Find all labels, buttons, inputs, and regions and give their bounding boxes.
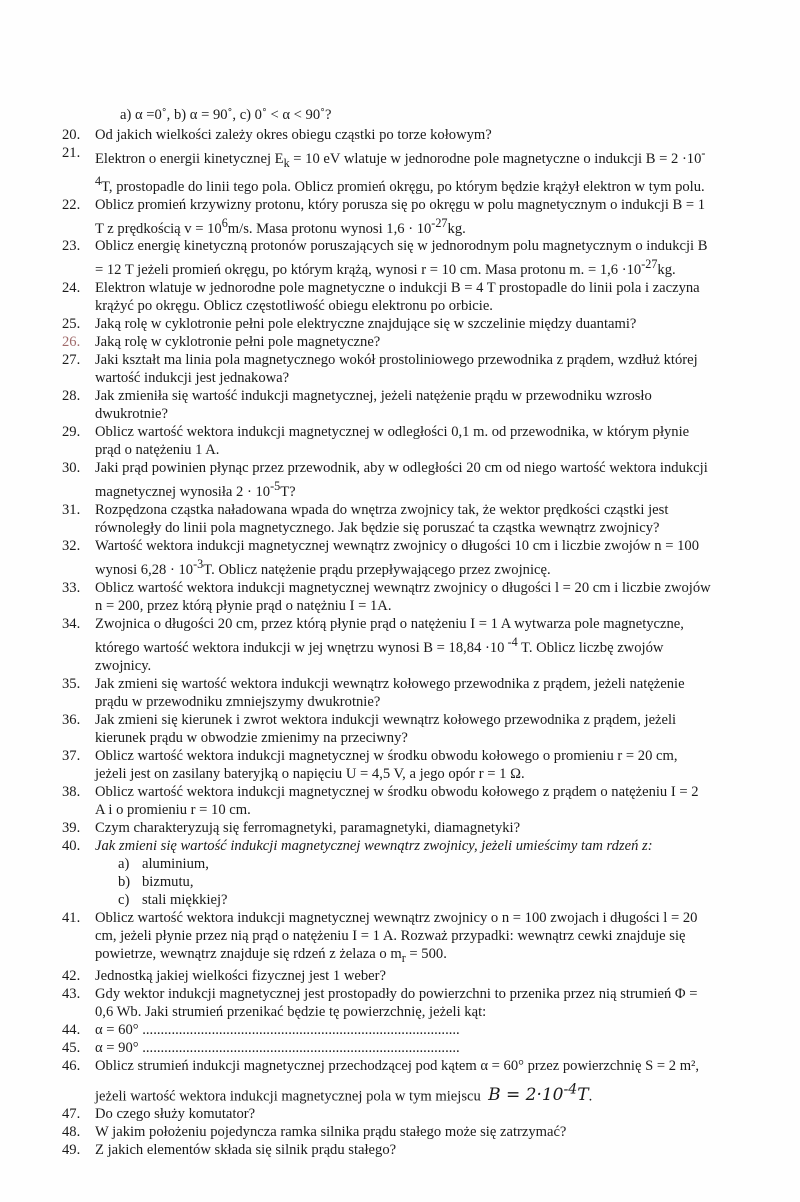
question-number: 45. [62,1039,81,1056]
handwritten-formula: $B = 2\cdot 10^{-4}T$ [488,1081,589,1106]
question-text: Jaki kształt ma linia pola magnetycznego wokół prostoliniowego przewodnika z prądem, wzdłuż której [95,352,698,369]
question-number: 21. [62,145,81,161]
question-44 [62,1021,774,1039]
question-number: 44. [62,1021,81,1038]
question-38 [62,783,774,819]
question-number: 22. [62,196,81,213]
question-number: 40. [62,837,81,854]
question-text: jeżeli jest on zasilany bateryjką o napięciu U = 4,5 V, a jego opór r = 1 Ω. [95,765,525,782]
question-29 [62,423,774,459]
question-number: 33. [62,580,81,597]
question-27 [62,351,774,387]
question-number: 25. [62,316,81,333]
question-40 [62,837,774,855]
option-a: a) aluminium, [118,855,209,872]
question-text: wynosi $6,28 \cdot 10^{-3}T$. Oblicz natężenie prądu przepływającego przez zwojnicę. [95,557,551,579]
question-text: Oblicz promień krzywizny protonu, który porusza się po okręgu w polu magnetycznym o indukcji B = 1 [95,196,706,213]
question-number: 29. [62,424,81,441]
question-25 [62,315,774,333]
question-text: powietrze, wewnątrz znajduje się rdzeń z żelaza o $m_r = 500$. [95,945,447,965]
question-text: = 12 T jeżeli promień okręgu, po którym krążą, wynosi r = 10 cm. Masa protonu m. = $1,6 \cdot 10^{-27}kg$. [95,257,676,279]
question-48 [62,1123,774,1141]
question-text: cm, jeżeli płynie przez nią prąd o natężeniu I = 1 A. Rozważ przypadki: wewnątrz cewki znajduje się [95,927,686,944]
question-number: 49. [62,1142,81,1159]
question-number: 28. [62,388,81,405]
question-number: 42. [62,967,81,984]
question-41 [62,909,774,967]
question-30 [62,459,774,501]
question-32 [62,537,774,579]
question-number: 24. [62,280,81,297]
question-text: Jaki prąd powinien płynąc przez przewodnik, aby w odległości 20 cm od niego wartość wektora indukcji [95,460,708,477]
question-text: $^4$T, prostopadle do linii tego pola. Oblicz promień okręgu, po którym będzie krążył elektron w tym polu. [95,173,705,195]
question-46 [62,1057,774,1106]
question-number: 32. [62,538,81,555]
option-c: c) stali miękkiej? [118,891,228,908]
question-number: 31. [62,502,81,519]
question-list [62,106,774,1159]
question-text: Elektron o energii kinetycznej $E_k = 10$ eV wlatuje w jednorodne pole magnetyczne o indukcji B = 2 ·10- [95,146,706,170]
question-text: Oblicz wartość wektora indukcji magnetycznej wewnątrz zwojnicy o długości l = 20 cm i liczbie zwojów [95,580,711,597]
answer-line: α = 90° ....................................................................................... [95,1039,460,1056]
question-text: kierunek prądu w obwodzie zmienimy na przeciwny? [95,729,408,746]
question-number: 20. [62,127,81,143]
question-text: Oblicz energię kinetyczną protonów poruszających się w jednorodnym polu magnetycznym o indukcji B [95,238,708,255]
question-number: 43. [62,985,81,1002]
question-20 [62,126,774,144]
question-text: Elektron wlatuje w jednorodne pole magnetyczne o indukcji B = 4 T prostopadle do linii pola i zaczyna [95,280,700,297]
question-number: 26. [62,334,81,351]
question-45 [62,1039,774,1057]
question-36 [62,711,774,747]
question-49 [62,1141,774,1159]
question-text: Czym charakteryzują się ferromagnetyki, paramagnetyki, diamagnetyki? [95,819,521,836]
question-number: 38. [62,783,81,800]
question-37 [62,747,774,783]
question-text: Od jakich wielkości zależy okres obiegu cząstki po torze kołowym? [95,127,492,143]
question-number: 47. [62,1106,81,1123]
question-text: Oblicz strumień indukcji magnetycznej przechodzącej pod kątem α = 60° przez powierzchnię S = 2 m², [95,1057,700,1074]
question-text: A i o promieniu r = 10 cm. [95,801,251,818]
question-number: 27. [62,352,81,369]
question-text: dwukrotnie? [95,406,168,423]
question-text: W jakim położeniu pojedyncza ramka silnika prądu stałego może się zatrzymać? [95,1124,567,1141]
question-21 [62,144,774,196]
question-23 [62,237,774,279]
question-text: prąd o natężeniu 1 A. [95,442,220,459]
question-number: 48. [62,1124,81,1141]
question-number: 41. [62,909,81,926]
question-text: Do czego służy komutator? [95,1106,256,1123]
question-text: zwojnicy. [95,657,152,674]
option-b: b) bizmutu, [118,873,194,890]
question-47 [62,1105,774,1123]
question-text: n = 200, przez którą płynie prąd o natężniu I = 1A. [95,598,392,615]
question-text: krążyć po okręgu. Oblicz częstotliwość obiegu elektronu po orbicie. [95,298,493,315]
question-42 [62,967,774,985]
question-text: Jak zmieniła się wartość indukcji magnetycznej, jeżeli natężenie prądu w przewodniku wzrosło [95,388,652,405]
question-35 [62,675,774,711]
question-text: równoległy do linii pola magnetycznego. Jak będzie się poruszać ta cząstka wewnątrz zwojnicy? [95,520,660,537]
question-number: 30. [62,460,81,477]
answer-options-line: a) α =0˚, b) α = 90˚, c) 0˚ < α < 90˚? [120,107,332,123]
question-text: wartość indukcji jest jednakowa? [95,370,290,387]
question-text: Wartość wektora indukcji magnetycznej wewnątrz zwojnicy o długości 10 cm i liczbie zwojów n = 100 [95,538,700,555]
question-39 [62,819,774,837]
question-text: Oblicz wartość wektora indukcji magnetycznej w środku obwodu kołowego o promieniu r = 20 cm, [95,747,678,764]
question-33 [62,579,774,615]
question-text: Jak zmieni się kierunek i zwrot wektora indukcji wewnątrz kołowego przewodnika z prądem, jeżeli [95,711,677,728]
question-text: Zwojnica o długości 20 cm, przez którą płynie prąd o natężeniu I = 1 A wytwarza pole magnetyczne, [95,616,684,633]
question-text: Jaką rolę w cyklotronie pełni pole magnetyczne? [95,334,381,351]
question-text: którego wartość wektora indukcji w jej wnętrzu wynosi B = 18,84 ·10 $^{-4}$ T. Oblicz liczbę zwojów [95,635,664,656]
question-text: Oblicz wartość wektora indukcji magnetycznej w środku obwodu kołowego z prądem o natężeniu I = 2 [95,783,699,800]
question-text: Z jakich elementów składa się silnik prądu stałego? [95,1142,397,1159]
question-43 [62,985,774,1021]
question-number: 23. [62,238,81,255]
question-text: Jaką rolę w cyklotronie pełni pole elektryczne znajdujące się w szczelinie między duantami? [95,316,637,333]
question-text: Jak zmieni się wartość indukcji magnetycznej wewnątrz zwojnicy, jeżeli umieścimy tam rdzeń z: [95,837,653,854]
question-26 [62,333,774,351]
question-number: 37. [62,747,81,764]
question-text: prądu w przewodniku zmniejszymy dwukrotnie? [95,693,381,710]
question-number: 46. [62,1057,81,1074]
question-22 [62,196,774,238]
question-28 [62,387,774,423]
answer-line: α = 60° ....................................................................................... [95,1021,460,1038]
question-text: Oblicz wartość wektora indukcji magnetycznej wewnątrz zwojnicy o n = 100 zwojach i długości l = 20 [95,909,698,926]
question-number: 36. [62,711,81,728]
question-text: Oblicz wartość wektora indukcji magnetycznej w odległości 0,1 m. od przewodnika, w którym płynie [95,424,690,441]
question-31 [62,501,774,537]
question-number: 34. [62,616,81,633]
question-text: Jak zmieni się wartość wektora indukcji wewnątrz kołowego przewodnika z prądem, jeżeli natężenie [95,675,685,692]
question-text: Gdy wektor indukcji magnetycznej jest prostopadły do powierzchni to przenika przez nią strumień Φ = [95,985,698,1002]
question-text: jeżeli wartość wektora indukcji magnetycznej pola w tym miejscu $B = 2\cdot 10^{-4}T$. [95,1081,593,1106]
question-text: magnetycznej wynosiła $2 \cdot 10^{-5}T$? [95,479,296,501]
question-text: T z prędkością $v = 10^6m/s$. Masa protonu wynosi $1,6 \cdot 10^{-27}kg$. [95,215,466,237]
question-text: Rozpędzona cząstka naładowana wpada do wnętrza zwojnicy tak, że wektor prędkości cząstki jest [95,502,669,519]
question-text: Jednostką jakiej wielkości fizycznej jest 1 weber? [95,967,386,984]
question-24 [62,279,774,315]
question-number: 35. [62,675,81,692]
question-text: 0,6 Wb. Jaki strumień przenikać będzie tę powierzchnię, jeżeli kąt: [95,1003,487,1020]
question-number: 39. [62,819,81,836]
question-34 [62,615,774,675]
